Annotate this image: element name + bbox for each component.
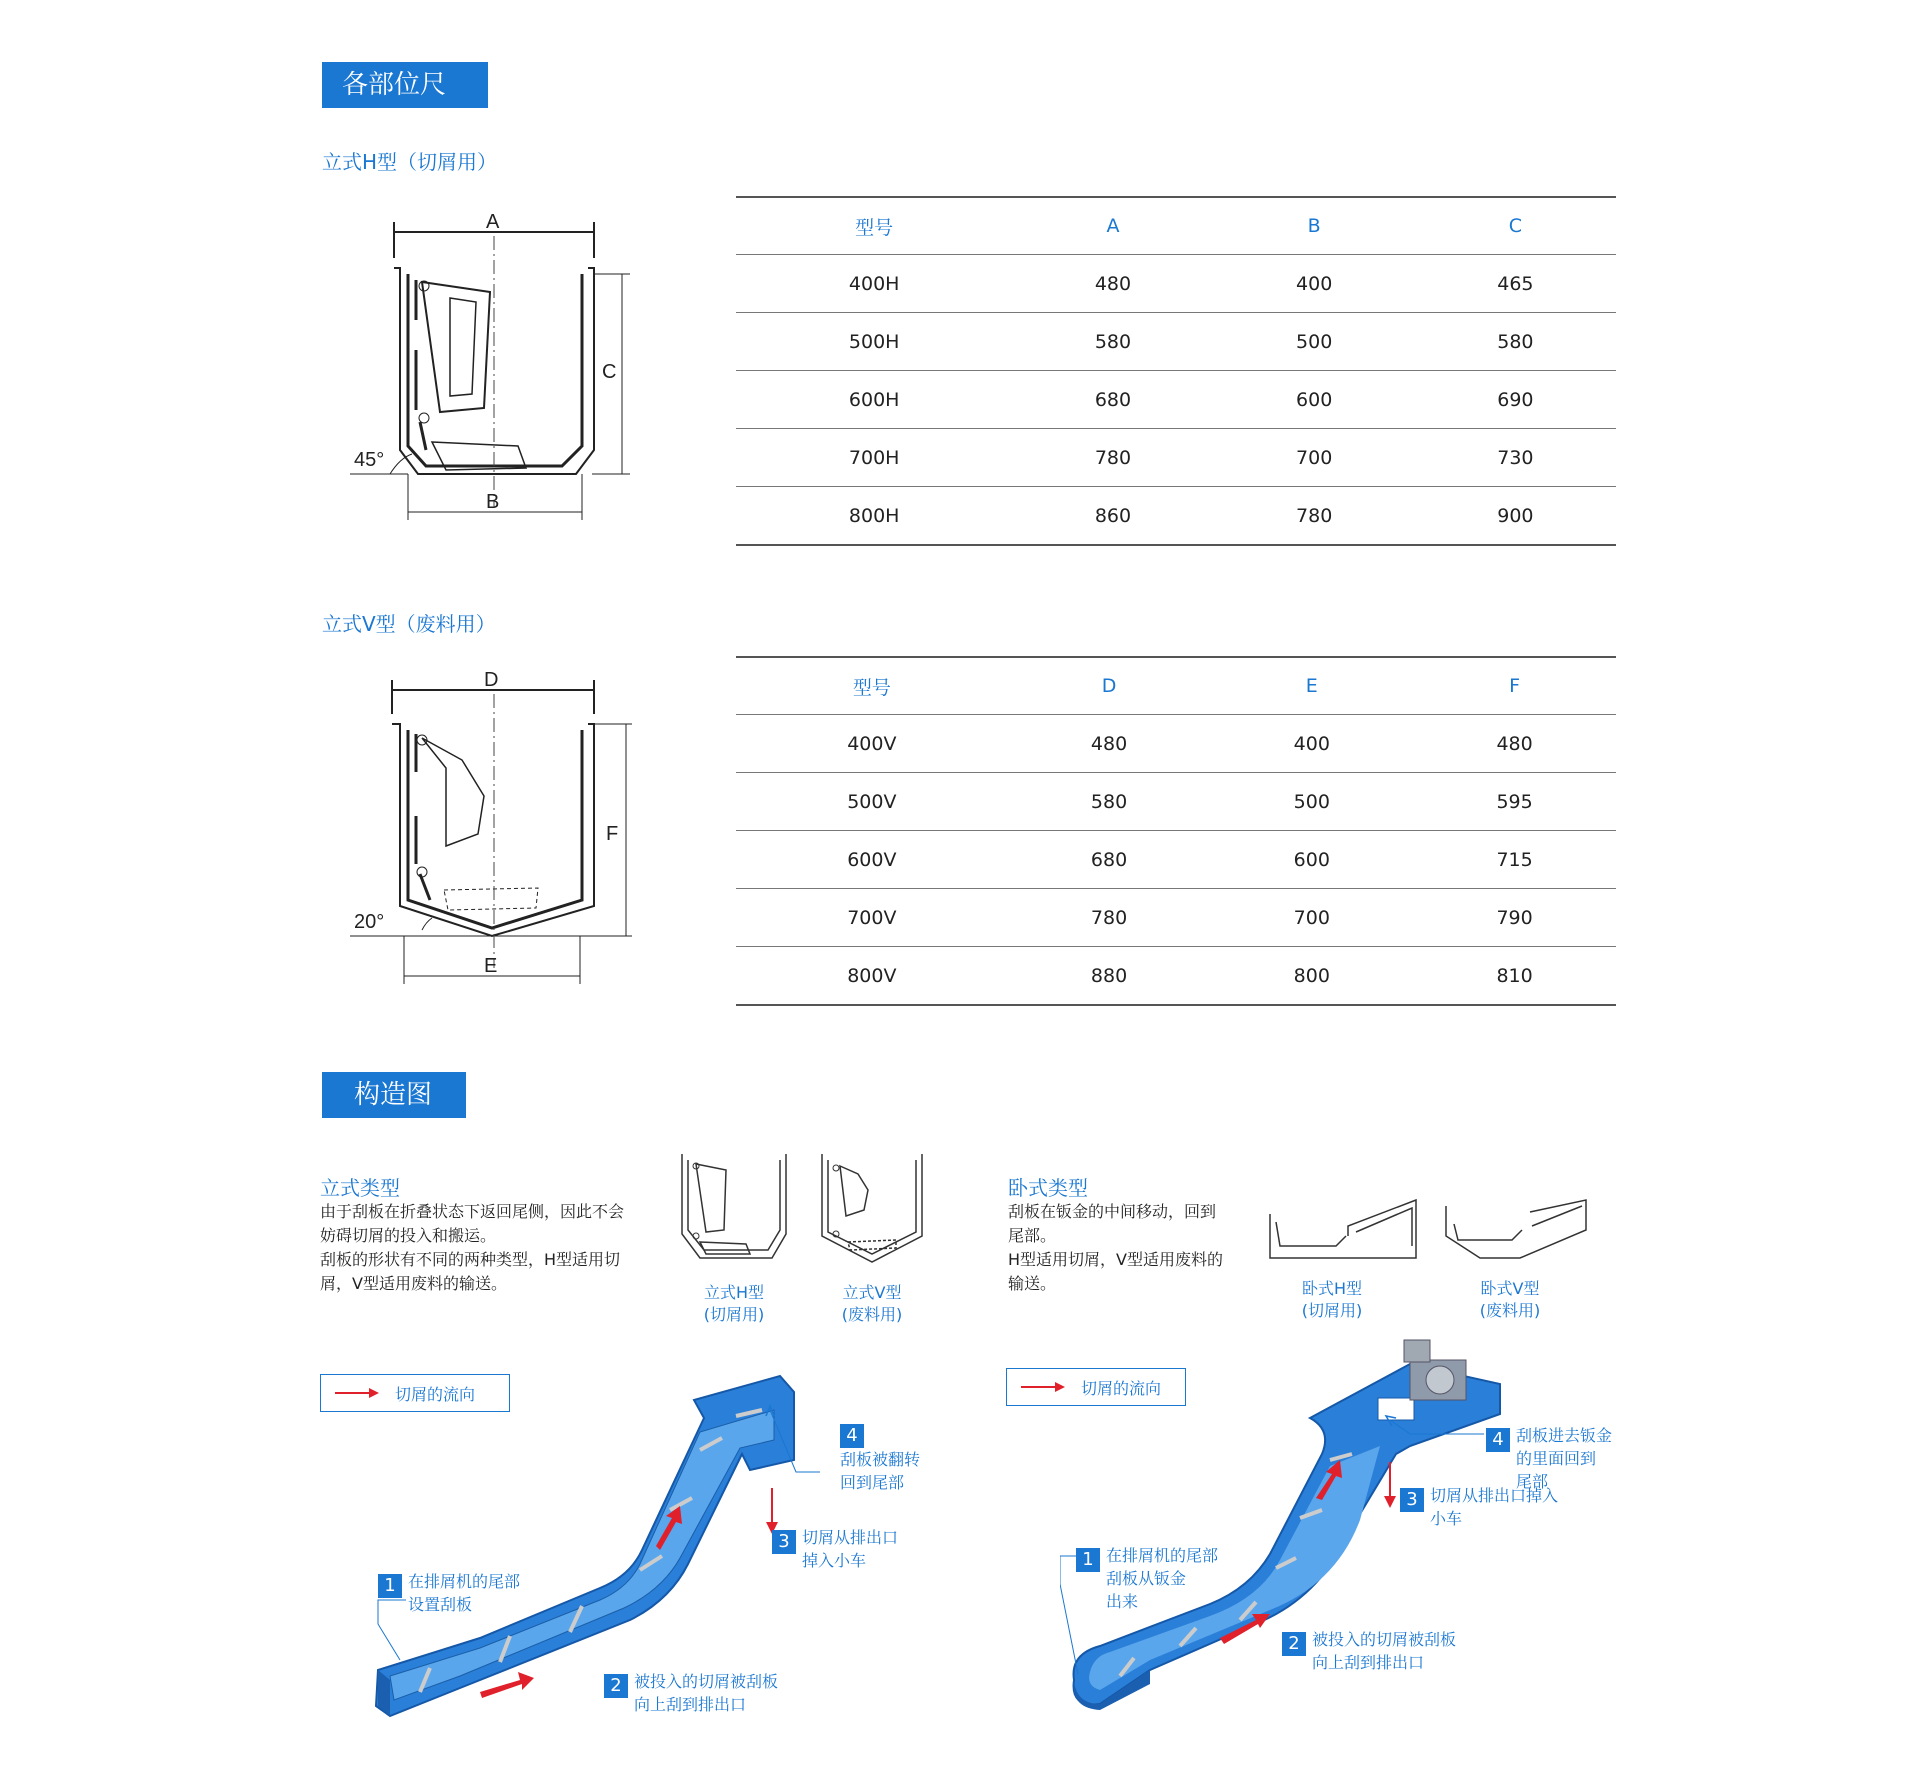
horizontal-v-type-caption: 卧式V型 (废料用) xyxy=(1479,1279,1541,1320)
table-cell: 700H xyxy=(736,429,1012,487)
column-header: E xyxy=(1210,657,1413,715)
table-row xyxy=(736,429,1616,487)
vertical-step-2 xyxy=(604,1670,778,1716)
table-cell: 400V xyxy=(736,715,1008,773)
table-cell: 730 xyxy=(1415,429,1616,487)
vertical-h-type-thumbnail xyxy=(676,1150,792,1268)
table-cell: 680 xyxy=(1012,371,1213,429)
dimension-d-label: D xyxy=(484,669,499,691)
table-cell: 480 xyxy=(1008,715,1211,773)
table-header-row xyxy=(736,657,1616,715)
vertical-type-heading: 立式类型 xyxy=(320,1176,400,1200)
table-cell: 480 xyxy=(1012,255,1213,313)
vertical-v-type-caption: 立式V型 (废料用) xyxy=(841,1283,903,1324)
table-cell: 680 xyxy=(1008,831,1211,889)
table-cell: 480 xyxy=(1413,715,1616,773)
vertical-h-type-caption: 立式H型 (切屑用) xyxy=(703,1283,765,1324)
table-cell: 600H xyxy=(736,371,1012,429)
table-cell: 690 xyxy=(1415,371,1616,429)
table-cell: 800V xyxy=(736,947,1008,1006)
horizontal-type-heading: 卧式类型 xyxy=(1008,1176,1088,1200)
table-cell: 600 xyxy=(1214,371,1415,429)
table-row xyxy=(736,889,1616,947)
table-row xyxy=(736,715,1616,773)
table-cell: 600 xyxy=(1210,831,1413,889)
legend-label: 切屑的流向 xyxy=(395,1384,476,1404)
column-header: C xyxy=(1415,197,1616,255)
table-cell: 500V xyxy=(736,773,1008,831)
step-text: 在排屑机的尾部 设置刮板 xyxy=(408,1572,521,1614)
table-cell: 860 xyxy=(1012,487,1213,546)
table-cell: 900 xyxy=(1415,487,1616,546)
table-row xyxy=(736,313,1616,371)
table-cell: 780 xyxy=(1214,487,1415,546)
angle-45-label: 45° xyxy=(354,449,385,471)
horizontal-step-4 xyxy=(1486,1424,1612,1493)
vertical-step-4 xyxy=(840,1420,920,1494)
table-cell: 715 xyxy=(1413,831,1616,889)
table-cell: 700V xyxy=(736,889,1008,947)
v-type-subtitle: 立式V型（废料用） xyxy=(322,612,496,636)
step-number-badge: 2 xyxy=(604,1674,628,1698)
h-type-dimension-table xyxy=(736,196,1616,546)
step-number-badge: 2 xyxy=(1282,1632,1306,1656)
step-number-badge: 1 xyxy=(378,1574,402,1598)
table-cell: 500H xyxy=(736,313,1012,371)
horizontal-step-1 xyxy=(1076,1544,1218,1613)
step-text: 刮板被翻转 回到尾部 xyxy=(840,1450,921,1492)
table-row xyxy=(736,947,1616,1006)
angle-20-label: 20° xyxy=(354,911,385,933)
table-cell: 800H xyxy=(736,487,1012,546)
h-type-subtitle: 立式H型（切屑用） xyxy=(322,150,498,174)
section-title-dimensions: 各部位尺寸 xyxy=(322,62,488,108)
column-header: 型号 xyxy=(736,197,1012,255)
column-header: B xyxy=(1214,197,1415,255)
table-cell: 600V xyxy=(736,831,1008,889)
dimension-f-label: F xyxy=(606,823,619,845)
vertical-v-type-thumbnail xyxy=(818,1150,928,1268)
column-header: D xyxy=(1008,657,1211,715)
table-cell: 400 xyxy=(1214,255,1415,313)
horizontal-h-type-thumbnail xyxy=(1266,1196,1420,1266)
table-cell: 400 xyxy=(1210,715,1413,773)
step-text: 刮板进去钣金 的里面回到 尾部 xyxy=(1516,1426,1613,1491)
horizontal-type-description: 刮板在钣金的中间移动，回到 尾部。 H型适用切屑，V型适用废料的 输送。 xyxy=(1008,1202,1223,1293)
section-title-structure: 构造图 xyxy=(322,1072,466,1118)
horizontal-h-type-caption: 卧式H型 (切屑用) xyxy=(1301,1279,1363,1320)
step-number-badge: 3 xyxy=(1400,1488,1424,1512)
step-number-badge: 4 xyxy=(840,1424,864,1448)
table-cell: 790 xyxy=(1413,889,1616,947)
vertical-type-description: 由于刮板在折叠状态下返回尾侧，因此不会 妨碍切屑的投入和搬运。 刮板的形状有不同的两种类型，H型适用切 屑，V型适用废料的输送。 xyxy=(320,1202,625,1293)
table-cell: 580 xyxy=(1415,313,1616,371)
table-cell: 500 xyxy=(1214,313,1415,371)
table-cell: 580 xyxy=(1012,313,1213,371)
column-header: A xyxy=(1012,197,1213,255)
table-cell: 780 xyxy=(1012,429,1213,487)
step-text: 被投入的切屑被刮板 向上刮到排出口 xyxy=(634,1672,779,1714)
step-number-badge: 4 xyxy=(1486,1428,1510,1452)
dimension-a-label: A xyxy=(486,211,500,233)
step-text: 切屑从排出口 掉入小车 xyxy=(802,1528,899,1570)
table-row xyxy=(736,773,1616,831)
step-number-badge: 3 xyxy=(772,1530,796,1554)
v-type-dimension-table xyxy=(736,656,1616,1006)
table-cell: 500 xyxy=(1210,773,1413,831)
table-cell: 800 xyxy=(1210,947,1413,1006)
vertical-step-3 xyxy=(772,1526,898,1572)
table-row xyxy=(736,831,1616,889)
table-header-row xyxy=(736,197,1616,255)
table-cell: 780 xyxy=(1008,889,1211,947)
table-cell: 400H xyxy=(736,255,1012,313)
dimension-c-label: C xyxy=(602,361,617,383)
table-row xyxy=(736,255,1616,313)
h-type-drawing xyxy=(350,210,650,530)
table-row xyxy=(736,487,1616,546)
table-cell: 580 xyxy=(1008,773,1211,831)
table-cell: 880 xyxy=(1008,947,1211,1006)
table-cell: 595 xyxy=(1413,773,1616,831)
step-text: 在排屑机的尾部 刮板从钣金 出来 xyxy=(1106,1546,1219,1611)
table-cell: 465 xyxy=(1415,255,1616,313)
horizontal-step-2 xyxy=(1282,1628,1456,1674)
column-header: F xyxy=(1413,657,1616,715)
table-row xyxy=(736,371,1616,429)
dimension-e-label: E xyxy=(484,955,498,977)
legend-label: 切屑的流向 xyxy=(1081,1378,1162,1398)
step-text: 被投入的切屑被刮板 向上刮到排出口 xyxy=(1312,1630,1457,1672)
table-cell: 700 xyxy=(1210,889,1413,947)
step-text: 切屑从排出口掉入 小车 xyxy=(1430,1486,1559,1528)
table-cell: 700 xyxy=(1214,429,1415,487)
column-header: 型号 xyxy=(736,657,1008,715)
step-number-badge: 1 xyxy=(1076,1548,1100,1572)
vertical-step-1 xyxy=(378,1570,520,1616)
v-type-drawing xyxy=(350,668,650,988)
horizontal-conveyor-illustration xyxy=(1060,1334,1520,1734)
table-cell: 810 xyxy=(1413,947,1616,1006)
horizontal-v-type-thumbnail xyxy=(1440,1196,1594,1266)
dimension-b-label: B xyxy=(486,491,500,513)
